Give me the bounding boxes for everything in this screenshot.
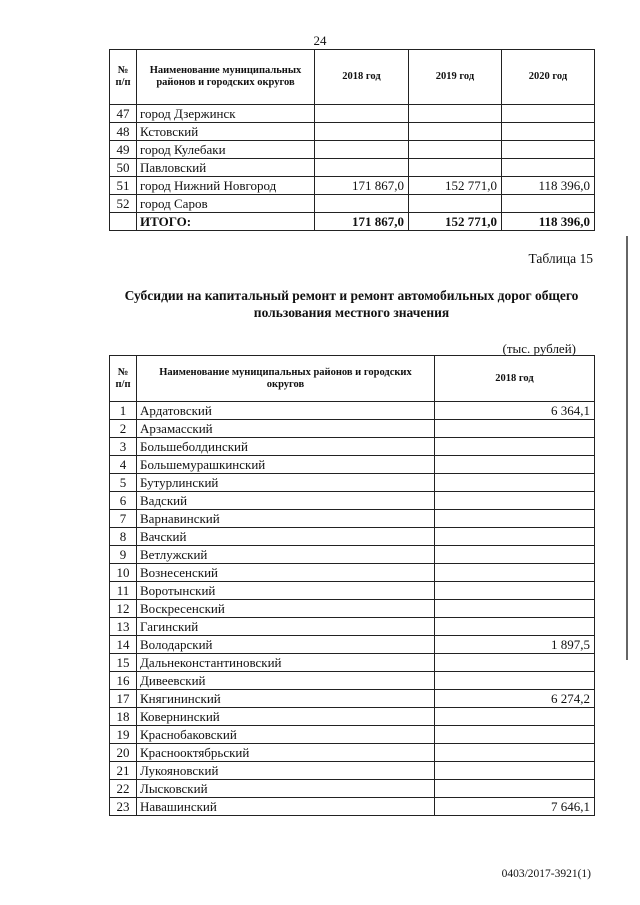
row-value-2018 <box>435 564 595 582</box>
document-code: 0403/2017-3921(1) <box>501 868 591 880</box>
header-name: Наименование муниципальных районов и городских округов <box>137 50 315 105</box>
header-2019: 2019 год <box>409 50 502 105</box>
table-row <box>110 474 595 492</box>
row-name: Павловский <box>137 159 315 177</box>
table-row <box>110 636 595 654</box>
row-value-2018: 6 364,1 <box>435 402 595 420</box>
table-row <box>110 420 595 438</box>
row-name: город Дзержинск <box>137 105 315 123</box>
total-label: ИТОГО: <box>137 213 315 231</box>
row-value-2018 <box>435 780 595 798</box>
header-2018: 2018 год <box>315 50 409 105</box>
row-value-2018 <box>435 492 595 510</box>
table-row <box>110 798 595 816</box>
page-number: 24 <box>313 33 327 48</box>
row-number: 10 <box>110 564 137 582</box>
row-number: 7 <box>110 510 137 528</box>
row-number: 23 <box>110 798 137 816</box>
row-value-2020 <box>502 159 595 177</box>
row-name: Гагинский <box>137 618 435 636</box>
row-name: Краснобаковский <box>137 726 435 744</box>
table-row <box>110 762 595 780</box>
row-value-2018: 6 274,2 <box>435 690 595 708</box>
row-number: 2 <box>110 420 137 438</box>
row-value-2018 <box>435 420 595 438</box>
row-name: город Кулебаки <box>137 141 315 159</box>
row-name: город Нижний Новгород <box>137 177 315 195</box>
table-caption: Таблица 15 <box>528 251 593 266</box>
row-name: Вачский <box>137 528 435 546</box>
row-value-2018 <box>435 582 595 600</box>
row-value-2018 <box>435 510 595 528</box>
header-2018: 2018 год <box>435 356 595 402</box>
row-name: Вадский <box>137 492 435 510</box>
row-number: 52 <box>110 195 137 213</box>
row-value-2020 <box>502 141 595 159</box>
row-value-2018 <box>435 672 595 690</box>
row-value-2018 <box>315 195 409 213</box>
row-number: 8 <box>110 528 137 546</box>
total-number-cell <box>110 213 137 231</box>
row-value-2018: 1 897,5 <box>435 636 595 654</box>
subsidies-table <box>109 355 595 816</box>
table-row <box>110 105 595 123</box>
total-2019: 152 771,0 <box>409 213 502 231</box>
row-name: Варнавинский <box>137 510 435 528</box>
total-row <box>110 213 595 231</box>
row-value-2020 <box>502 105 595 123</box>
table-row <box>110 402 595 420</box>
row-name: Кстовский <box>137 123 315 141</box>
total-2018: 171 867,0 <box>315 213 409 231</box>
table-row <box>110 582 595 600</box>
row-name: Ковернинский <box>137 708 435 726</box>
table-row <box>110 492 595 510</box>
row-value-2018: 171 867,0 <box>315 177 409 195</box>
table-row <box>110 672 595 690</box>
row-name: Лысковский <box>137 780 435 798</box>
row-name: Лукояновский <box>137 762 435 780</box>
row-number: 12 <box>110 600 137 618</box>
table-row <box>110 780 595 798</box>
row-value-2018 <box>435 708 595 726</box>
row-value-2018 <box>435 618 595 636</box>
table-row <box>110 546 595 564</box>
row-value-2018 <box>435 474 595 492</box>
table-row <box>110 510 595 528</box>
row-value-2020 <box>502 195 595 213</box>
table-row <box>110 159 595 177</box>
row-value-2018 <box>435 726 595 744</box>
row-number: 9 <box>110 546 137 564</box>
row-name: Дальнеконстантиновский <box>137 654 435 672</box>
row-value-2018 <box>435 600 595 618</box>
row-number: 49 <box>110 141 137 159</box>
row-value-2019 <box>409 141 502 159</box>
table-row <box>110 690 595 708</box>
row-name: Ардатовский <box>137 402 435 420</box>
row-number: 20 <box>110 744 137 762</box>
row-number: 3 <box>110 438 137 456</box>
row-name: Большемурашкинский <box>137 456 435 474</box>
row-number: 22 <box>110 780 137 798</box>
row-value-2018 <box>435 744 595 762</box>
table-row <box>110 141 595 159</box>
row-number: 1 <box>110 402 137 420</box>
table-row <box>110 744 595 762</box>
row-number: 16 <box>110 672 137 690</box>
row-value-2018 <box>435 546 595 564</box>
row-number: 50 <box>110 159 137 177</box>
row-value-2018 <box>435 438 595 456</box>
row-number: 18 <box>110 708 137 726</box>
row-name: Воскресенский <box>137 600 435 618</box>
row-number: 4 <box>110 456 137 474</box>
table-row <box>110 600 595 618</box>
row-name: Володарский <box>137 636 435 654</box>
row-name: Воротынский <box>137 582 435 600</box>
row-number: 11 <box>110 582 137 600</box>
scan-edge-line <box>626 236 628 660</box>
row-name: Навашинский <box>137 798 435 816</box>
row-name: Ветлужский <box>137 546 435 564</box>
row-name: Краснооктябрьский <box>137 744 435 762</box>
row-value-2020 <box>502 123 595 141</box>
table-row <box>110 195 595 213</box>
header-number: № п/п <box>110 356 137 402</box>
row-value-2018 <box>435 762 595 780</box>
table-row <box>110 456 595 474</box>
row-number: 19 <box>110 726 137 744</box>
row-name: Княгининский <box>137 690 435 708</box>
table-header-row <box>110 356 595 402</box>
table-row <box>110 726 595 744</box>
row-value-2018 <box>315 141 409 159</box>
row-name: Вознесенский <box>137 564 435 582</box>
table-row <box>110 123 595 141</box>
table-title: Субсидии на капитальный ремонт и ремонт автомобильных дорог общего пользования местного значения <box>124 288 579 320</box>
row-name: Бутурлинский <box>137 474 435 492</box>
table-row <box>110 618 595 636</box>
table-continuation <box>109 49 595 231</box>
row-value-2018 <box>435 654 595 672</box>
row-value-2019: 152 771,0 <box>409 177 502 195</box>
row-number: 6 <box>110 492 137 510</box>
row-number: 48 <box>110 123 137 141</box>
header-number: № п/п <box>110 50 137 105</box>
table-row <box>110 438 595 456</box>
row-name: город Саров <box>137 195 315 213</box>
row-number: 47 <box>110 105 137 123</box>
row-number: 51 <box>110 177 137 195</box>
row-number: 17 <box>110 690 137 708</box>
header-2020: 2020 год <box>502 50 595 105</box>
row-value-2020: 118 396,0 <box>502 177 595 195</box>
row-number: 13 <box>110 618 137 636</box>
total-2020: 118 396,0 <box>502 213 595 231</box>
table-row <box>110 564 595 582</box>
table-row <box>110 654 595 672</box>
row-name: Дивеевский <box>137 672 435 690</box>
table-row <box>110 528 595 546</box>
row-number: 21 <box>110 762 137 780</box>
row-value-2019 <box>409 195 502 213</box>
row-value-2018 <box>315 159 409 177</box>
row-number: 15 <box>110 654 137 672</box>
row-value-2018 <box>435 528 595 546</box>
row-number: 14 <box>110 636 137 654</box>
table-units: (тыс. рублей) <box>502 341 576 356</box>
row-value-2019 <box>409 105 502 123</box>
table-row <box>110 708 595 726</box>
header-name: Наименование муниципальных районов и городских округов <box>137 356 435 402</box>
row-value-2018: 7 646,1 <box>435 798 595 816</box>
row-value-2018 <box>435 456 595 474</box>
row-name: Большеболдинский <box>137 438 435 456</box>
row-number: 5 <box>110 474 137 492</box>
table-header-row <box>110 50 595 105</box>
row-name: Арзамасский <box>137 420 435 438</box>
row-value-2019 <box>409 123 502 141</box>
row-value-2019 <box>409 159 502 177</box>
row-value-2018 <box>315 123 409 141</box>
table-row <box>110 177 595 195</box>
row-value-2018 <box>315 105 409 123</box>
